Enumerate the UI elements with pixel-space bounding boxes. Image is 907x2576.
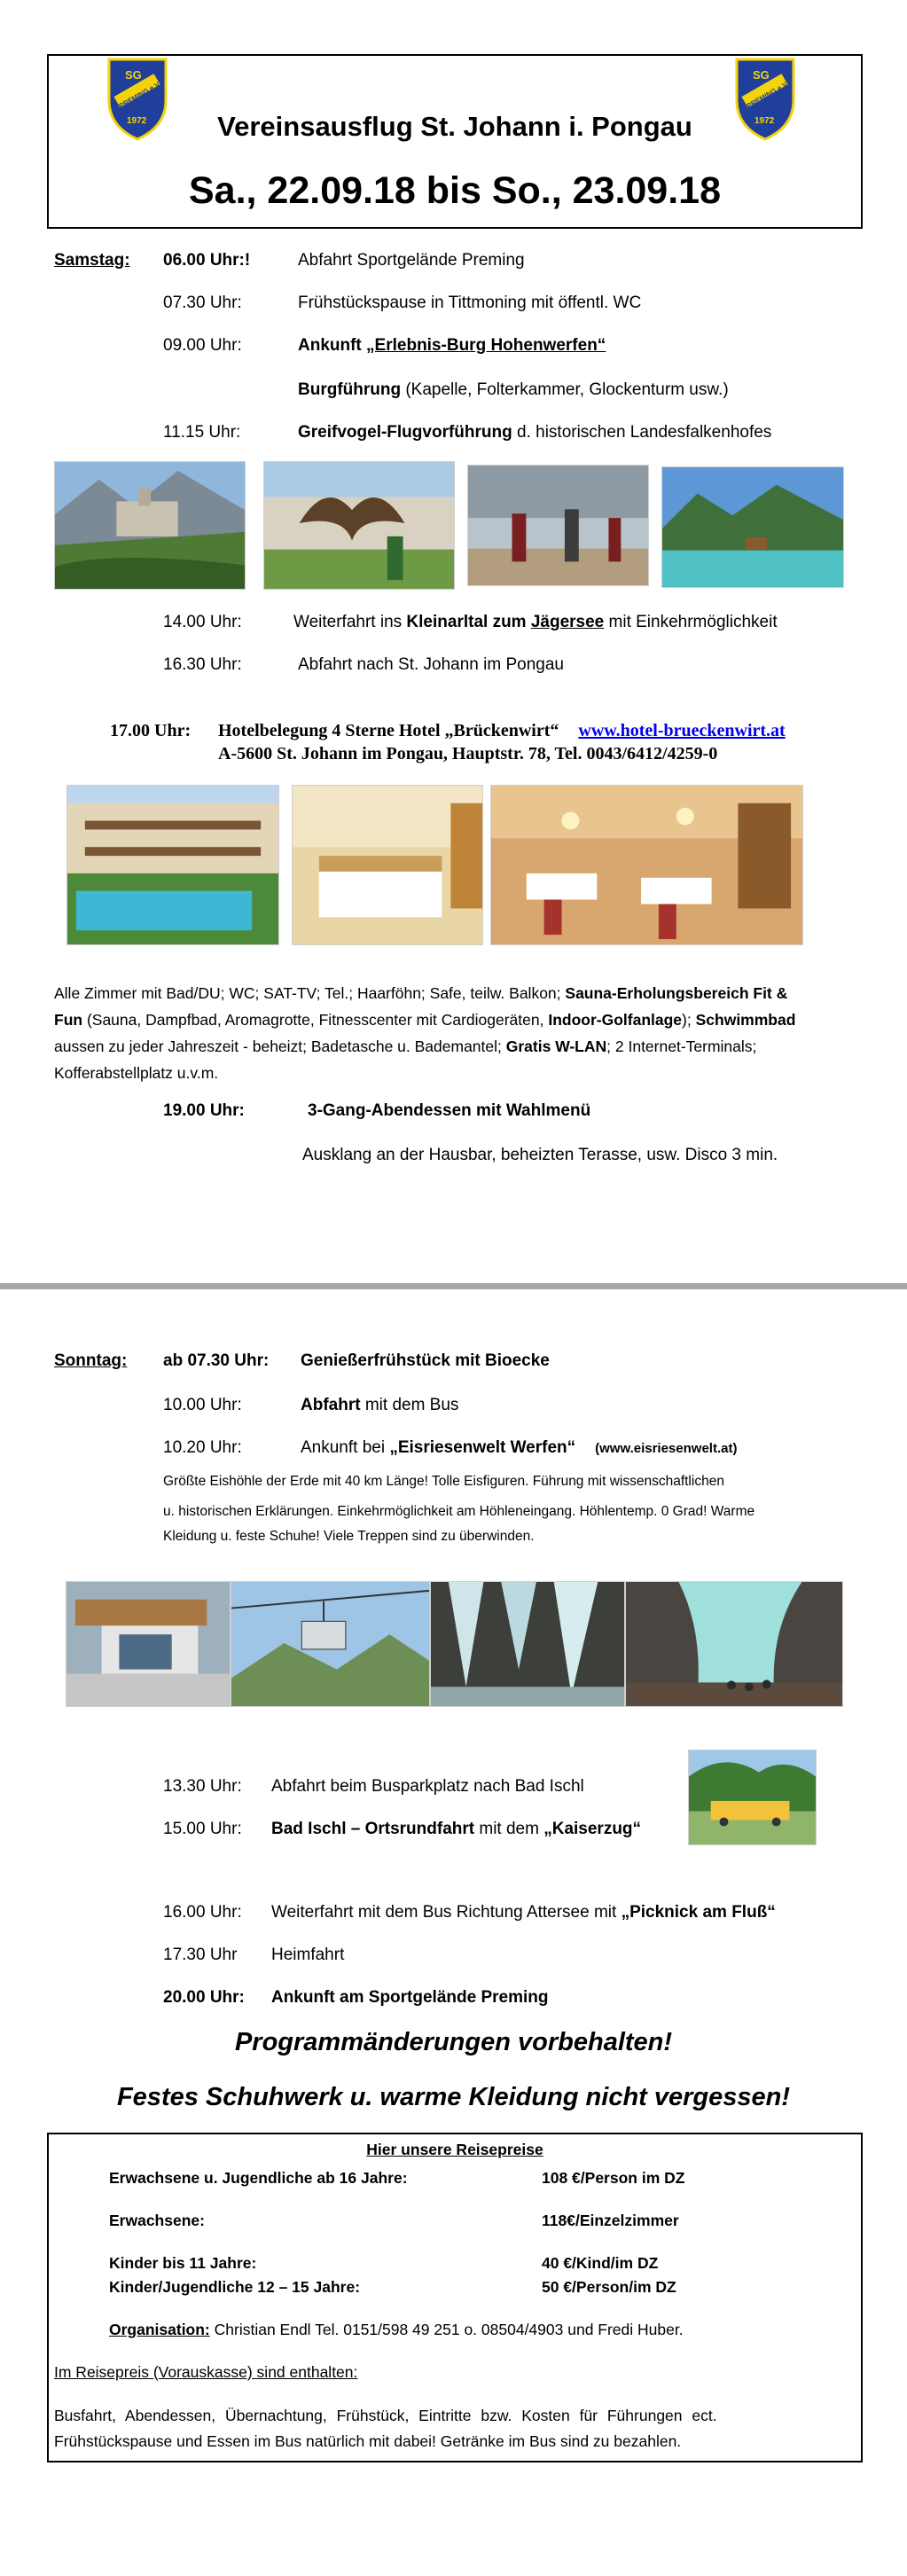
amen-p3: ); [682,1011,696,1029]
sat-time-0600: 06.00 Uhr:! [163,251,251,270]
organisation-text: Christian Endl Tel. 0151/598 49 251 o. 08504/4903 und Fredi Huber. [209,2321,684,2338]
castle-tour-detail: (Kapelle, Folterkammer, Glockenturm usw.) [401,380,729,399]
amen-b5: Gratis W-LAN [505,1037,607,1055]
castle-tour-bold: Burgführung [298,380,402,399]
logo-name-text-right: PREMING e.V. [745,79,791,111]
amen-b4: Schwimmbad [695,1011,796,1029]
page-title: Vereinsausflug St. Johann i. Pongau [217,111,692,142]
price-label-adults: Erwachsene: [109,2212,205,2229]
sunday-label: Sonntag: [54,1351,128,1370]
amen-p2: (Sauna, Dampfbad, Aromagrotte, Fitnesscenter mit Cardiogeräten, [82,1011,549,1029]
hotel-name: Hotelbelegung 4 Sterne Hotel „Brückenwirt“ [218,721,559,740]
hotel-line1 [218,719,786,742]
sat-text-castle-tour [298,380,729,401]
sat-0900-bold: Ankunft [298,336,367,355]
picknick-bold: „Picknick am Fluß“ [621,1903,776,1922]
sun-time-1730: 17.30 Uhr [163,1946,238,1964]
bad-ischl-bold: Bad Ischl – Ortsrundfahrt [271,1820,475,1838]
amen-b2: Fun [54,1011,83,1029]
jaegersee-bold: Kleinarltal zum [406,613,531,631]
price-value-adults: 118€/Einzelzimmer [542,2212,679,2229]
sat-text-1115 [298,422,771,443]
jaegersee-text2: mit Einkehrmöglichkeit [604,613,778,631]
sun-1020-website: (www.eisriesenwelt.at) [595,1441,738,1456]
organisation-line [109,2320,684,2339]
ice-cave-description [163,1467,855,1552]
logo-sg-text: SG [125,68,142,82]
amen-p6: Kofferabstellplatz u.v.m. [54,1064,219,1082]
ice-text-2: u. historischen Erklärungen. Einkehrmöglichkeit am Höhleneingang. Höhlentemp. 0 Grad! Warme [163,1504,755,1519]
sun-time-1600: 16.00 Uhr: [163,1903,242,1922]
included-line-1: Busfahrt, Abendessen, Übernachtung, Frühstück, Eintritte bzw. Kosten für Führungen ect. [54,2407,717,2424]
jaegersee-text1: Weiterfahrt ins [293,613,407,631]
logo-year-text-right: 1972 [755,116,775,126]
kaiserzug-bold: „Kaiserzug“ [543,1820,642,1838]
page-divider [0,1283,907,1289]
hotel-time: 17.00 Uhr: [110,721,192,740]
amen-b1: Sauna-Erholungsbereich Fit & [565,984,788,1002]
photo-castle-hohenwerfen [54,461,246,590]
amen-p4: aussen zu jeder Jahreszeit - beheizt; Badetasche u. Bademantel; [54,1037,506,1055]
price-label-adults-youth: Erwachsene u. Jugendliche ab 16 Jahre: [109,2169,408,2187]
sat-time-0900: 09.00 Uhr: [163,336,242,355]
falconry-bold: Greifvogel-Flugvorführung [298,423,512,442]
sun-text-1330: Abfahrt beim Busparkplatz nach Bad Ischl [271,1777,584,1796]
price-value-adults-youth: 108 €/Person im DZ [542,2169,685,2187]
sat-evening: Ausklang an der Hausbar, beheizten Terasse, usw. Disco 3 min. [302,1146,778,1164]
sun-time-1000: 10.00 Uhr: [163,1396,242,1414]
price-label-children: Kinder bis 11 Jahre: [109,2254,257,2272]
price-label-teens: Kinder/Jugendliche 12 – 15 Jahre: [109,2278,361,2296]
sat-time-1900: 19.00 Uhr: [163,1101,245,1120]
photo-hotel-room [292,785,483,945]
sun-text-1600 [271,1902,776,1923]
photo-hotel-restaurant [490,785,803,945]
photo-visitor-center [66,1581,231,1707]
sat-dinner: 3-Gang-Abendessen mit Wahlmenü [308,1101,591,1120]
bad-ischl-text: mit dem [474,1820,544,1838]
sun-time-1020: 10.20 Uhr: [163,1438,242,1457]
sun-time-2000: 20.00 Uhr: [163,1988,245,2007]
hotel-amenities [54,980,852,1086]
photo-jaegersee-lake [661,466,844,588]
amen-b3: Indoor-Golfanlage [548,1011,683,1029]
price-box [47,2133,863,2462]
photo-kaiserzug-train [688,1750,817,1845]
sat-time-1115: 11.15 Uhr: [163,423,241,442]
sat-text-0900 [298,335,606,356]
sun-1020-text: Ankunft bei [301,1438,390,1457]
ice-text-1: Größte Eishöhle der Erde mit 40 km Länge! Tolle Eisfiguren. Führung mit wissenschaftlichen [163,1474,724,1489]
amen-p5: ; 2 Internet-Terminals; [606,1037,757,1055]
attersee-text: Weiterfahrt mit dem Bus Richtung Attersee mit [271,1903,622,1922]
header-box [47,54,863,229]
sat-time-1630: 16.30 Uhr: [163,655,242,674]
organisation-label: Organisation: [109,2321,210,2338]
sat-time-1400: 14.00 Uhr: [163,613,242,631]
amen-p1: Alle Zimmer mit Bad/DU; WC; SAT-TV; Tel.; Haarföhn; Safe, teilw. Balkon; [54,984,566,1002]
sun-text-1500 [271,1819,641,1840]
included-text [54,2403,856,2455]
price-heading: Hier unsere Reisepreise [366,2141,543,2158]
jaegersee-underlined: Jägersee [530,613,605,631]
sun-text-2000: Ankunft am Sportgelände Preming [271,1988,549,2007]
photo-falconry-eagle [263,461,455,590]
sun-1000-rest: mit dem Bus [360,1396,459,1414]
sat-text-1400 [293,612,778,633]
sun-text-0730: Genießerfrühstück mit Bioecke [301,1351,550,1370]
sat-text-0600: Abfahrt Sportgelände Preming [298,251,525,270]
photo-hotel-pool [66,785,279,945]
photo-cable-car [231,1581,430,1707]
falconry-detail: d. historischen Landesfalkenhofes [512,423,772,442]
sun-text-1730: Heimfahrt [271,1946,345,1964]
sat-0900-castle: „Erlebnis-Burg Hohenwerfen“ [366,336,606,355]
included-line-2: Frühstückspause und Essen im Bus natürlich mit dabei! Getränke im Bus sind zu bezahlen. [54,2432,682,2450]
price-value-teens: 50 €/Person/im DZ [542,2278,676,2296]
sat-time-0730: 07.30 Uhr: [163,294,242,312]
sun-text-1020 [301,1437,737,1460]
sun-1000-bold: Abfahrt [301,1396,361,1414]
hotel-address: A-5600 St. Johann im Pongau, Hauptstr. 78, Tel. 0043/6412/4259-0 [218,744,718,763]
note-program-changes: Programmänderungen vorbehalten! [234,2028,673,2056]
sun-text-1000 [301,1395,458,1416]
photo-knights-show [467,465,649,586]
logo-sg-text-right: SG [753,68,770,82]
included-label: Im Reisepreis (Vorauskasse) sind enthalten: [54,2363,358,2381]
sat-text-0730: Frühstückspause in Tittmoning mit öffentl. WC [298,294,642,312]
sun-time-1500: 15.00 Uhr: [163,1820,242,1838]
saturday-label: Samstag: [54,251,130,270]
photo-ice-formations [430,1581,625,1707]
ice-text-3: Kleidung u. feste Schuhe! Viele Treppen sind zu überwinden. [163,1529,535,1544]
sun-time-1330: 13.30 Uhr: [163,1777,242,1796]
photo-ice-cave-visitors [625,1581,843,1707]
price-value-children: 40 €/Kind/im DZ [542,2254,659,2272]
logo-name-text: PREMING e.V. [117,79,163,111]
sun-time-0730: ab 07.30 Uhr: [163,1351,270,1370]
trip-dates: Sa., 22.09.18 bis So., 23.09.18 [188,169,721,212]
note-clothing: Festes Schuhwerk u. warme Kleidung nicht vergessen! [116,2083,791,2111]
logo-year-text: 1972 [127,116,147,126]
sat-text-1630: Abfahrt nach St. Johann im Pongau [298,655,564,674]
hotel-website-link[interactable]: www.hotel-brueckenwirt.at [578,721,786,740]
sun-1020-bold: „Eisriesenwelt Werfen“ [389,1438,576,1457]
